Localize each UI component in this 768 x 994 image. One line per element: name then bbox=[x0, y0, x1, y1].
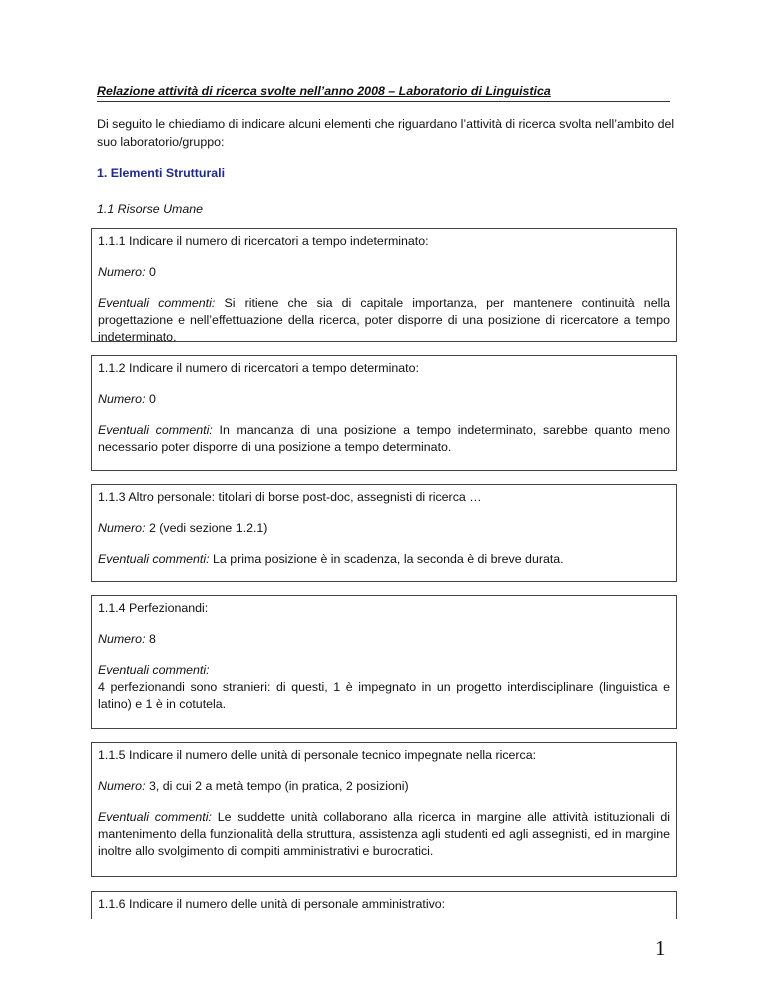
number-value: 2 (vedi sezione 1.2.1) bbox=[148, 521, 268, 535]
comment-text: La prima posizione è in scadenza, la seconda è di breve durata. bbox=[213, 552, 564, 566]
question-text: 1.1.2 Indicare il numero di ricercatori a tempo determinato: bbox=[98, 361, 419, 375]
comment-text: Le suddette unità collaborano alla ricerca in margine alle attività istituzionali di mantenimento della funzionalità della struttura, assistenza agli studenti ed agli assegnisti, ed in margine inoltre allo svolgimento di compiti amministrativi e burocratici. bbox=[98, 810, 670, 858]
number-line bbox=[98, 631, 670, 648]
question-text: 1.1.1 Indicare il numero di ricercatori a tempo indeterminato: bbox=[98, 234, 429, 248]
report-title: Relazione attività di ricerca svolte nell’anno 2008 – Laboratorio di Linguistica bbox=[97, 83, 670, 102]
number-value: 8 bbox=[148, 632, 156, 646]
comments-label: Eventuali commenti: bbox=[98, 810, 212, 824]
comments-label: Eventuali commenti: bbox=[98, 552, 210, 566]
question-box-1-1-2 bbox=[91, 355, 677, 471]
question-text: 1.1.6 Indicare il numero delle unità di personale amministrativo: bbox=[98, 897, 446, 911]
number-line bbox=[98, 778, 670, 795]
question-box-1-1-1 bbox=[91, 228, 677, 342]
question-text: 1.1.4 Perfezionandi: bbox=[98, 601, 209, 615]
comment-text: 4 perfezionandi sono stranieri: di questi, 1 è impegnato in un progetto interdisciplinare (linguistica e latino) e 1 è in cotutela. bbox=[98, 680, 670, 711]
section-heading: 1. Elementi Strutturali bbox=[97, 166, 226, 180]
comment-label-line bbox=[98, 662, 670, 679]
number-line bbox=[98, 520, 670, 537]
question-text: 1.1.5 Indicare il numero delle unità di personale tecnico impegnate nella ricerca: bbox=[98, 748, 537, 762]
comment-line bbox=[98, 295, 670, 346]
question-box-1-1-6 bbox=[91, 891, 677, 919]
number-label: Numero: bbox=[98, 779, 146, 793]
number-label: Numero: bbox=[98, 392, 146, 406]
number-value: 0 bbox=[148, 265, 156, 279]
page-number: 1 bbox=[655, 936, 666, 960]
comment-text: Si ritiene che sia di capitale importanza, per mantenere continuità nella progettazione e nell’effettuazione della ricerca, poter disporre di una posizione di ricercatore a tempo indeterminato. bbox=[98, 296, 670, 344]
question-box-1-1-4 bbox=[91, 595, 677, 729]
comments-label: Eventuali commenti: bbox=[98, 423, 213, 437]
number-label: Numero: bbox=[98, 632, 146, 646]
number-value: 0 bbox=[148, 392, 156, 406]
comment-line bbox=[98, 422, 670, 456]
question-box-1-1-3 bbox=[91, 484, 677, 582]
comment-line bbox=[98, 551, 670, 568]
number-line bbox=[98, 264, 670, 281]
number-value: 3, di cui 2 a metà tempo (in pratica, 2 posizioni) bbox=[148, 779, 409, 793]
number-label: Numero: bbox=[98, 265, 146, 279]
comment-line bbox=[98, 809, 670, 860]
subsection-heading: 1.1 Risorse Umane bbox=[97, 202, 204, 216]
comment-text: In mancanza di una posizione a tempo indeterminato, sarebbe quanto meno necessario poter disporre di una posizione a tempo determinato. bbox=[98, 423, 670, 454]
number-label: Numero: bbox=[98, 521, 146, 535]
intro-paragraph: Di seguito le chiediamo di indicare alcuni elementi che riguardano l’attività di ricerca svolta nell’ambito del suo laboratorio/gruppo: bbox=[97, 117, 675, 149]
comments-label: Eventuali commenti: bbox=[98, 296, 216, 310]
question-box-1-1-5 bbox=[91, 742, 677, 877]
question-text: 1.1.3 Altro personale: titolari di borse post-doc, assegnisti di ricerca … bbox=[98, 490, 482, 504]
comments-label: Eventuali commenti: bbox=[98, 663, 210, 677]
number-line bbox=[98, 391, 670, 408]
